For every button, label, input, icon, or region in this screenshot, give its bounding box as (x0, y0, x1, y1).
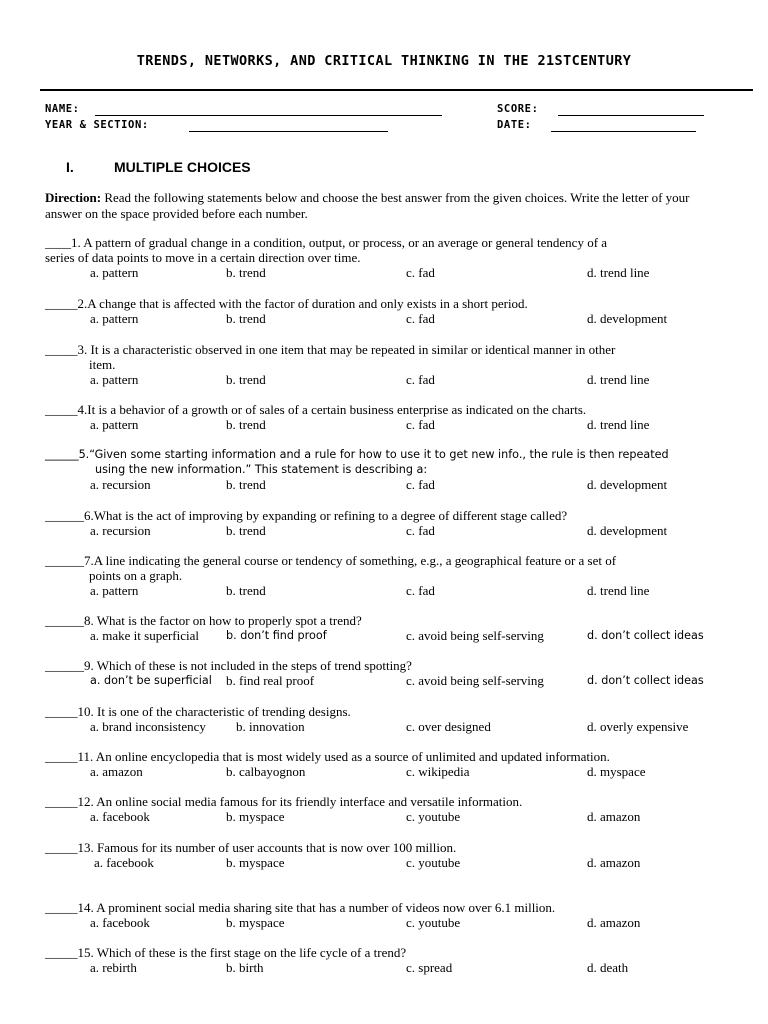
choice-a: a. facebook (94, 855, 154, 870)
question-text: ______5.“Given some starting information and a rule for how to use it to get new info., the rule is then repeated (45, 448, 669, 461)
year-section-field[interactable] (189, 131, 388, 132)
choices-row (45, 311, 725, 326)
choice-b: b. trend (226, 523, 266, 538)
choice-d: d. development (587, 477, 668, 492)
choice-c: c. fad (406, 583, 435, 598)
choice-a: a. amazon (90, 764, 143, 779)
question-1 (45, 235, 725, 280)
date-field[interactable] (551, 131, 696, 132)
choice-a: a. pattern (90, 583, 139, 598)
choice-a: a. pattern (90, 372, 139, 387)
choice-d: d. trend line (587, 265, 650, 280)
section-heading (66, 159, 251, 175)
choice-b: b. trend (226, 417, 266, 432)
choice-d: d. amazon (587, 809, 641, 824)
choice-c: c. fad (406, 417, 435, 432)
choice-c: c. fad (406, 477, 435, 492)
question-8 (45, 613, 725, 643)
choice-a: a. rebirth (90, 960, 137, 975)
choices-row (45, 265, 725, 280)
choices-row (45, 960, 725, 975)
choices-row (45, 583, 725, 598)
name-label: NAME: (45, 103, 80, 115)
choice-a: a. brand inconsistency (90, 719, 206, 734)
choices-row (45, 855, 725, 870)
question-text: _____10. It is one of the characteristic of trending designs. (45, 704, 351, 719)
question-text: _____14. A prominent social media sharing site that has a number of videos now over 6.1 million. (45, 900, 556, 915)
choice-a: a. recursion (90, 523, 151, 538)
section-number: I. (66, 159, 74, 175)
choice-a: a. facebook (90, 809, 150, 824)
header-divider (40, 89, 753, 91)
question-text: _____4.It is a behavior of a growth or of sales of a certain business enterprise as indicated on the charts. (45, 402, 587, 417)
choice-b: b. trend (226, 477, 266, 492)
choice-d: d. trend line (587, 583, 650, 598)
year-section-label: YEAR & SECTION: (45, 119, 149, 131)
choice-a: a. pattern (90, 311, 139, 326)
choice-a: a. pattern (90, 265, 139, 280)
question-14 (45, 900, 725, 930)
choice-b: b. myspace (226, 915, 285, 930)
choice-d: d. death (587, 960, 629, 975)
choices-row (45, 628, 725, 643)
choices-row (45, 372, 725, 387)
choice-b: b. myspace (226, 855, 285, 870)
choices-row (45, 673, 725, 688)
choices-row (45, 809, 725, 824)
choices-row (45, 477, 725, 492)
choice-c: c. fad (406, 523, 435, 538)
choices-row (45, 523, 725, 538)
choice-c: c. youtube (406, 915, 461, 930)
question-4 (45, 402, 725, 432)
choice-b: b. trend (226, 372, 266, 387)
question-text: ______9. Which of these is not included in the steps of trend spotting? (45, 658, 412, 673)
choice-d: d. development (587, 523, 668, 538)
date-label: DATE: (497, 119, 532, 131)
choice-d: d. overly expensive (587, 719, 689, 734)
question-3 (45, 342, 725, 387)
choice-b: b. myspace (226, 809, 285, 824)
choice-c: c. youtube (406, 809, 461, 824)
choice-b: b. don’t find proof (226, 629, 327, 642)
choices-row (45, 764, 725, 779)
question-9 (45, 658, 725, 688)
choice-d: d. don’t collect ideas (587, 629, 704, 642)
question-text: _____2.A change that is affected with the factor of duration and only exists in a short period. (45, 296, 528, 311)
question-text-cont: item. (89, 357, 116, 372)
choice-b: b. innovation (236, 719, 305, 734)
choice-b: b. trend (226, 583, 266, 598)
choice-c: c. spread (406, 960, 453, 975)
question-5 (45, 447, 725, 492)
choices-row (45, 915, 725, 930)
question-text: _____11. An online encyclopedia that is most widely used as a source of unlimited and updated information. (45, 749, 610, 764)
choice-d: d. development (587, 311, 668, 326)
choice-d: d. trend line (587, 372, 650, 387)
question-text: ______7.A line indicating the general course or tendency of something, e.g., a geographical feature or a set of (45, 553, 617, 568)
choice-a: a. facebook (90, 915, 150, 930)
name-field[interactable] (95, 115, 442, 116)
choice-d: d. myspace (587, 764, 646, 779)
choice-d: d. amazon (587, 915, 641, 930)
direction-paragraph (45, 190, 725, 221)
choices-row (45, 719, 725, 734)
choice-a: a. recursion (90, 477, 151, 492)
score-field[interactable] (558, 115, 704, 116)
question-text-cont: using the new information.” This statement is describing a: (95, 463, 428, 476)
question-15 (45, 945, 725, 975)
choices-row (45, 417, 725, 432)
question-10 (45, 704, 725, 734)
score-label: SCORE: (497, 103, 539, 115)
question-text: ______6.What is the act of improving by expanding or refining to a degree of different stage called? (45, 508, 568, 523)
question-7 (45, 553, 725, 598)
question-text: ____1. A pattern of gradual change in a condition, output, or process, or an average or general tendency of a (45, 235, 608, 250)
choice-a: a. make it superficial (90, 628, 200, 643)
choice-c: c. fad (406, 372, 435, 387)
choice-c: c. wikipedia (406, 764, 470, 779)
choice-b: b. find real proof (226, 673, 315, 688)
question-text: _____12. An online social media famous for its friendly interface and versatile information. (45, 794, 523, 809)
choice-c: c. avoid being self-serving (406, 628, 544, 643)
question-6 (45, 508, 725, 538)
choice-c: c. youtube (406, 855, 461, 870)
section-title: MULTIPLE CHOICES (114, 159, 251, 175)
choice-c: c. fad (406, 265, 435, 280)
question-13 (45, 840, 725, 870)
choice-a: a. don’t be superficial (90, 674, 212, 687)
direction-label: Direction: (45, 190, 102, 205)
choice-d: d. trend line (587, 417, 650, 432)
choice-d: d. don’t collect ideas (587, 674, 704, 687)
question-text: _____3. It is a characteristic observed in one item that may be repeated in similar or identical manner in other (45, 342, 616, 357)
question-text: _____13. Famous for its number of user accounts that is now over 100 million. (45, 840, 457, 855)
question-text-cont: series of data points to move in a certain direction over time. (45, 250, 361, 265)
question-12 (45, 794, 725, 824)
direction-text: Read the following statements below and choose the best answer from the given choices. Write the letter of your answer on the space provided before each number. (45, 190, 690, 221)
question-11 (45, 749, 725, 779)
choice-b: b. trend (226, 311, 266, 326)
question-text: _____15. Which of these is the first stage on the life cycle of a trend? (45, 945, 407, 960)
choice-b: b. birth (226, 960, 264, 975)
choice-c: c. over designed (406, 719, 491, 734)
choice-c: c. fad (406, 311, 435, 326)
question-text-cont: points on a graph. (89, 568, 183, 583)
choice-d: d. amazon (587, 855, 641, 870)
question-text: ______8. What is the factor on how to properly spot a trend? (45, 613, 362, 628)
choice-b: b. trend (226, 265, 266, 280)
choice-c: c. avoid being self-serving (406, 673, 544, 688)
question-2 (45, 296, 725, 326)
choice-b: b. calbayognon (226, 764, 306, 779)
choice-a: a. pattern (90, 417, 139, 432)
page-title: TRENDS, NETWORKS, AND CRITICAL THINKING IN THE 21STCENTURY (136, 53, 632, 69)
